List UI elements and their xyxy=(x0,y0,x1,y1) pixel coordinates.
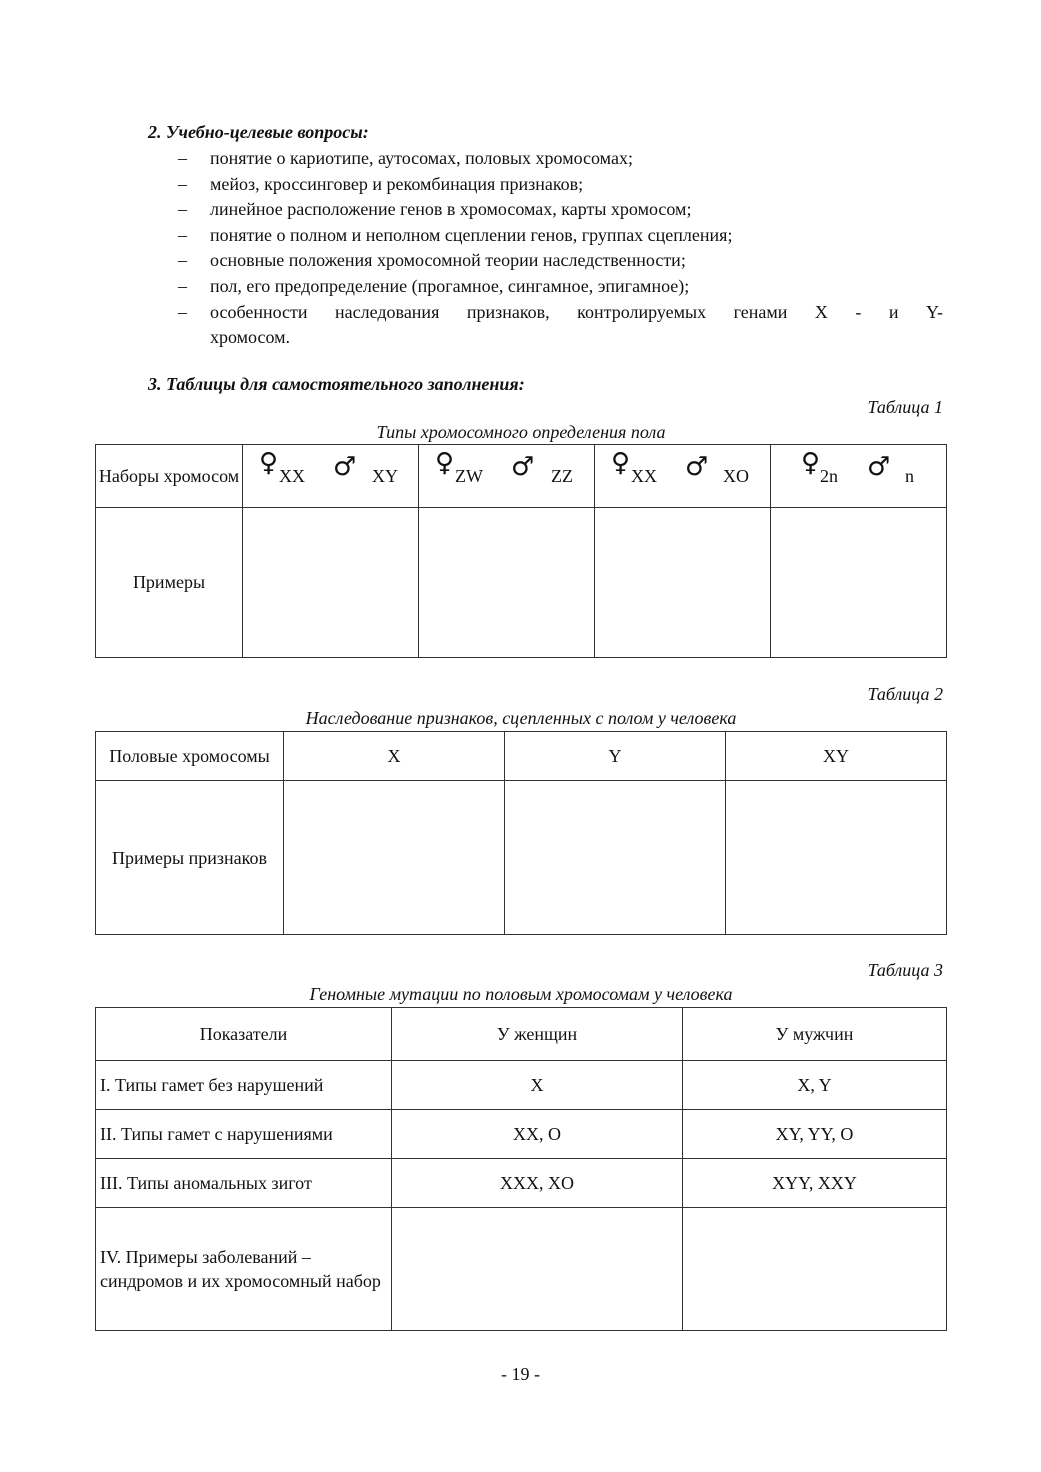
table3-cell-men xyxy=(683,1208,947,1331)
male-icon: ♂ xyxy=(511,452,535,482)
section2-heading: 2. Учебно-целевые вопросы: xyxy=(148,122,369,142)
table2-empty-cell xyxy=(284,781,505,935)
table1-empty-cell xyxy=(243,508,419,658)
table-row xyxy=(96,1159,947,1208)
table3-cell-women: XX, O xyxy=(392,1110,683,1159)
list-item: – мейоз, кроссинговер и рекомбинация признаков; xyxy=(178,172,943,198)
table1-caption: Типы хромосомного определения пола xyxy=(376,422,666,442)
table1-row-header: Наборы хромосом xyxy=(96,445,243,508)
list-dash: – xyxy=(178,173,187,194)
table2-row2-header: Примеры признаков xyxy=(96,781,284,935)
table1-col-4: ♀ 2n ♂ n xyxy=(771,445,947,508)
table3-label: Таблица 3 xyxy=(867,960,943,980)
table2 xyxy=(95,731,947,935)
list-item-continuation: хромосом. xyxy=(210,327,291,348)
table3-row-label: IV. Примеры заболеваний – синдромов и их хромосомный набор xyxy=(96,1208,392,1331)
male-icon: ♂ xyxy=(867,452,891,482)
list-dash: – xyxy=(178,301,187,322)
table2-empty-cell xyxy=(505,781,726,935)
list-item: – пол, его предопределение (прогамное, сингамное, эпигамное); xyxy=(178,274,943,300)
table2-label: Таблица 2 xyxy=(867,684,943,704)
list-item: – основные положения хромосомной теории наследственности; xyxy=(178,248,943,274)
male-icon: ♂ xyxy=(685,452,709,482)
table1-empty-cell xyxy=(771,508,947,658)
table-row xyxy=(96,1110,947,1159)
table3-header: Показатели xyxy=(96,1008,392,1061)
page-number: - 19 - xyxy=(501,1364,540,1384)
table3-row-label: II. Типы гамет с нарушениями xyxy=(96,1110,392,1159)
table1-col-1: ♀ XX ♂ XY xyxy=(243,445,419,508)
table3-cell-women xyxy=(392,1208,683,1331)
table3-cell-women: X xyxy=(392,1061,683,1110)
table3-header: У мужчин xyxy=(683,1008,947,1061)
female-icon: ♀ xyxy=(801,448,821,478)
table1-row2-header: Примеры xyxy=(96,508,243,658)
table3-cell-men: X, Y xyxy=(683,1061,947,1110)
table3-row-label: III. Типы аномальных зигот xyxy=(96,1159,392,1208)
table3-cell-men: XYY, XXY xyxy=(683,1159,947,1208)
table-row xyxy=(96,1061,947,1110)
table3-cell-women: XXX, XO xyxy=(392,1159,683,1208)
table1-label: Таблица 1 xyxy=(867,397,943,417)
female-icon: ♀ xyxy=(259,448,279,478)
table1-col-3: ♀ XX ♂ XO xyxy=(595,445,771,508)
table2-col-header: Y xyxy=(505,732,726,781)
table3-header: У женщин xyxy=(392,1008,683,1061)
table1-col-2: ♀ ZW ♂ ZZ xyxy=(419,445,595,508)
list-dash: – xyxy=(178,250,187,271)
list-item: – особенности наследования признаков, контролируемых генами X - и Y- xyxy=(178,300,943,326)
section3-heading: 3. Таблицы для самостоятельного заполнения: xyxy=(148,374,525,394)
male-icon: ♂ xyxy=(333,452,357,482)
table1 xyxy=(95,444,947,658)
table3-caption: Геномные мутации по половым хромосомам у человека xyxy=(309,984,733,1004)
objectives-list xyxy=(178,146,943,351)
table-row xyxy=(96,1208,947,1331)
female-icon: ♀ xyxy=(435,448,455,478)
list-dash: – xyxy=(178,199,187,220)
list-item: – линейное расположение генов в хромосомах, карты хромосом; xyxy=(178,197,943,223)
table1-empty-cell xyxy=(595,508,771,658)
table2-col-header: XY xyxy=(726,732,947,781)
list-dash: – xyxy=(178,224,187,245)
female-icon: ♀ xyxy=(611,448,631,478)
list-dash: – xyxy=(178,148,187,168)
table3-cell-men: XY, YY, O xyxy=(683,1110,947,1159)
table3 xyxy=(95,1007,947,1331)
table2-row-header: Половые хромосомы xyxy=(96,732,284,781)
table1-empty-cell xyxy=(419,508,595,658)
list-item: – понятие о кариотипе, аутосомах, половых хромосомах; xyxy=(178,146,943,172)
list-item: – понятие о полном и неполном сцеплении генов, группах сцепления; xyxy=(178,223,943,249)
table2-col-header: X xyxy=(284,732,505,781)
list-dash: – xyxy=(178,275,187,296)
table2-caption: Наследование признаков, сцепленных с полом у человека xyxy=(305,708,737,728)
table3-row-label: I. Типы гамет без нарушений xyxy=(96,1061,392,1110)
table2-empty-cell xyxy=(726,781,947,935)
